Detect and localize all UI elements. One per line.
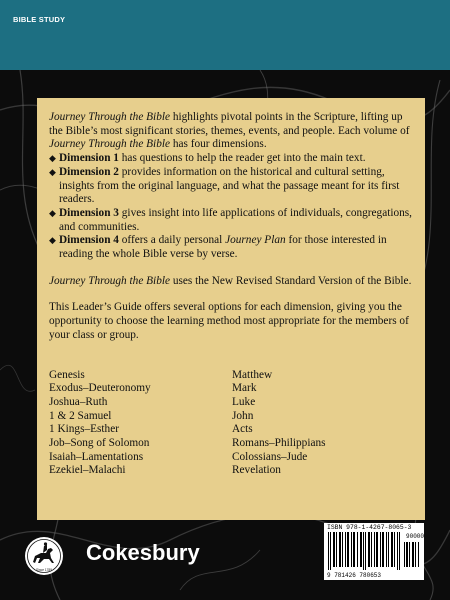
dimension-name: Dimension 2 bbox=[59, 165, 119, 178]
book-item: 1 Kings–Esther bbox=[49, 423, 119, 436]
old-testament-column bbox=[49, 369, 232, 479]
header-bar bbox=[0, 0, 450, 70]
version-text: uses the New Revised Standard Version of the Bible. bbox=[170, 274, 412, 287]
logo-text: Since 1789 bbox=[36, 568, 52, 572]
diamond-bullet-icon: ◆ bbox=[49, 166, 56, 177]
book-item: Joshua–Ruth bbox=[49, 395, 108, 408]
book-item: Isaiah–Lamentations bbox=[49, 450, 144, 463]
diamond-bullet-icon: ◆ bbox=[49, 207, 56, 218]
book-item: Ezekiel–Malachi bbox=[49, 464, 126, 477]
dimension-name: Dimension 3 bbox=[59, 206, 119, 219]
series-label: BIBLE STUDY bbox=[13, 15, 66, 24]
dimension-text: has questions to help the reader get into the main text. bbox=[118, 152, 366, 165]
dimension-4 bbox=[49, 234, 415, 261]
new-testament-column bbox=[232, 369, 415, 479]
version-paragraph bbox=[49, 275, 415, 289]
intro-text-end: has four dimensions. bbox=[170, 138, 267, 151]
series-title: Journey Through the Bible bbox=[49, 111, 171, 123]
series-title-version: Journey Through the Bible bbox=[49, 274, 171, 287]
volume-list bbox=[49, 369, 415, 479]
diamond-bullet-icon: ◆ bbox=[49, 153, 56, 164]
book-item: John bbox=[232, 409, 254, 422]
book-item: 1 & 2 Samuel bbox=[49, 409, 112, 422]
isbn-text: ISBN 978-1-4267-8065-3 bbox=[327, 524, 412, 531]
book-item: Colossians–Jude bbox=[232, 450, 308, 463]
price-code: 90000 bbox=[406, 533, 425, 540]
publisher-name: Cokesbury bbox=[86, 540, 200, 565]
barcode bbox=[324, 523, 424, 580]
book-item: Revelation bbox=[232, 464, 281, 477]
dimension-text: gives insight into life applications of individuals, congregations, and communities. bbox=[59, 206, 412, 233]
series-title-repeat: Journey Through the Bible bbox=[49, 138, 171, 151]
horse-rider-logo-icon bbox=[24, 536, 64, 576]
book-item: Acts bbox=[232, 423, 253, 436]
book-item: Exodus–Deuteronomy bbox=[49, 382, 151, 395]
dimension-3 bbox=[49, 207, 415, 234]
dimension-name: Dimension 1 bbox=[59, 152, 119, 165]
diamond-bullet-icon: ◆ bbox=[49, 235, 56, 246]
leaders-guide-paragraph: This Leader’s Guide offers several options for each dimension, giving you the opportunity to choose the learning method most appropriate for the members of your class or group. bbox=[49, 301, 409, 341]
dimension-1 bbox=[49, 152, 415, 166]
description-panel bbox=[37, 98, 425, 520]
dimension-text-end: for those interested in reading the whole Bible verse by verse. bbox=[59, 234, 387, 261]
dimension-text: offers a daily personal bbox=[118, 234, 226, 247]
barcode-digits: 9 781426 780653 bbox=[327, 572, 382, 579]
dimension-name: Dimension 4 bbox=[59, 234, 119, 247]
barcode-bars bbox=[324, 532, 424, 572]
journey-plan-title: Journey Plan bbox=[225, 234, 286, 247]
book-item: Job–Song of Solomon bbox=[49, 436, 150, 449]
book-item: Genesis bbox=[49, 368, 85, 381]
intro-paragraph bbox=[49, 111, 415, 152]
intro-text: highlights pivotal points in the Scripture, lifting up the Bible’s most significant stories, themes, events, and people. Each volume of bbox=[49, 111, 410, 137]
book-item: Luke bbox=[232, 395, 256, 408]
book-item: Matthew bbox=[232, 368, 273, 381]
book-item: Romans–Philippians bbox=[232, 436, 326, 449]
book-item: Mark bbox=[232, 382, 257, 395]
dimension-2 bbox=[49, 166, 415, 207]
dimension-text: provides information on the historical and cultural setting, insights from the original language, and what the passage meant for its first readers. bbox=[59, 165, 400, 206]
